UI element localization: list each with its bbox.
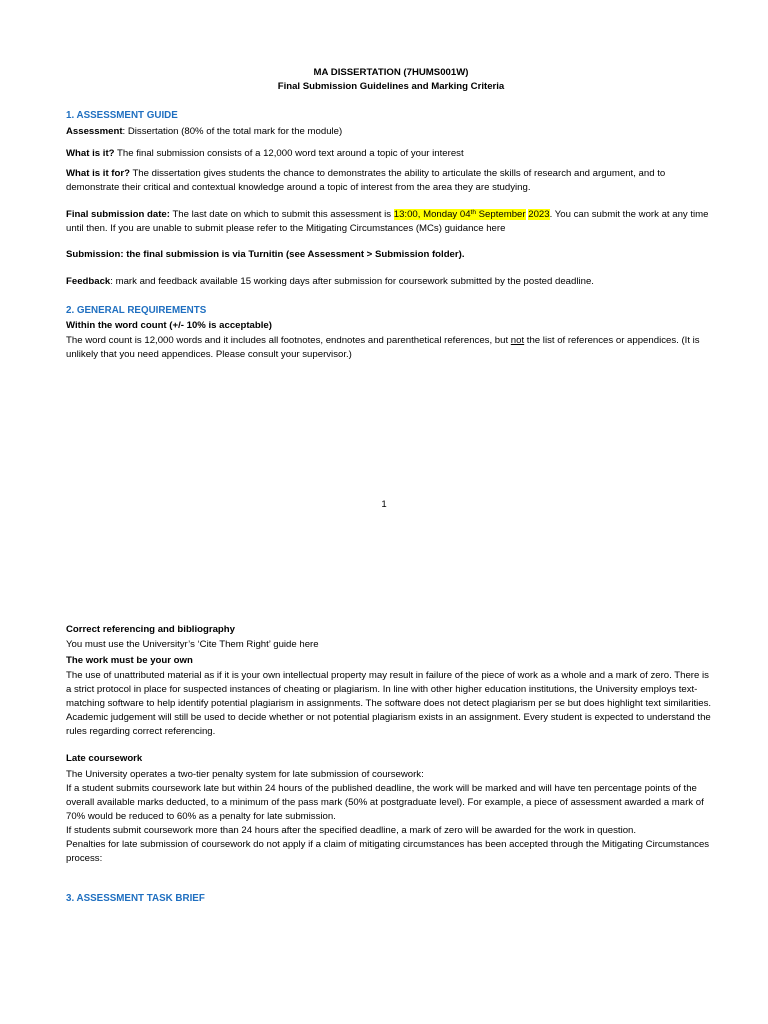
what-label: What is it? [66,148,115,159]
document-title: MA DISSERTATION (7HUMS001W) [313,67,469,78]
date-label: Final submission date: [66,209,170,220]
date-highlight-year: 2023 [528,209,550,220]
submission-date-paragraph [66,208,716,236]
date-highlight-month: September [475,209,526,220]
date-highlight [394,209,526,220]
what-text: The final submission consists of a 12,000 word text around a topic of your interest [114,148,464,159]
own-work-paragraph: The use of unattributed material as if it is your own intellectual property may result in failure of the piece of work as a whole and a mark of zero. There is a strict protocol in place for suspected instances of cheating or plagiarism. In line with other higher education institutions, the University employs text-matching software to help identify potential plagiarism in assignments. The software does not detect plagiarism per se but does highlight text similarities. Academic judgement will still be used to decide whether or not potential plagiarism exists in an assignment. Every student is expected to understand the rules regarding correct referencing. [66,670,712,737]
late-paragraph-2: If a student submits coursework late but within 24 hours of the published deadline, the work will be marked and will have ten percentage points of the overall available marks deducted, to a minimum of the pass mark (50% at postgraduate level). For example, a piece of assessment awarded a mark of 70% would be reduced to 60% as a penalty for late submission. [66,783,704,822]
date-pre: The last date on which to submit this assessment is [169,209,394,220]
wordcount-pre: The word count is 12,000 words and it includes all footnotes, endnotes and parenthetical references, but [66,335,511,346]
page-two [66,623,716,906]
assessment-label: Assessment [66,126,123,137]
feedback-text: : mark and feedback available 15 working days after submission for coursework submitted by the posted deadline. [110,276,594,287]
date-post: . You can submit the work at any time until then. If you are unable to submit please refer to the Mitigating Circumstances (MCs) guidance here [66,209,709,234]
page-number: 1 [381,499,387,510]
referencing-heading: Correct referencing and bibliography [66,624,235,635]
feedback-line [66,275,716,289]
date-ordinal: th [470,209,476,216]
assessment-text: : Dissertation (80% of the total mark for the module) [122,126,343,137]
page-one [66,66,716,94]
section-heading-assessment-task-brief: 3. ASSESSMENT TASK BRIEF [66,893,205,904]
wordcount-paragraph [66,334,716,362]
for-text: The dissertation gives students the chance to demonstrates the ability to articulate the skills of research and argument, and to demonstrate their critical and contextual knowledge around a topic of interest from the area they are studying. [66,168,666,193]
submission-line: Submission: the final submission is via Turnitin (see Assessment > Submission folder). [66,249,465,260]
section-general-requirements [66,304,716,362]
what-for-paragraph [66,167,716,195]
referencing-text: You must use the Universityr’s ‘Cite Them Right’ guide here [66,639,319,650]
section-heading-assessment-guide: 1. ASSESSMENT GUIDE [66,110,178,121]
late-paragraph-3: If students submit coursework more than 24 hours after the specified deadline, a mark of zero will be awarded for the work in question. [66,825,637,836]
late-paragraph-1: The University operates a two-tier penalty system for late submission of coursework: [66,769,424,780]
wordcount-post: the list of references or appendices. (It is unlikely that you need appendices. Please consult your supervisor.) [66,335,700,360]
wordcount-heading: Within the word count (+/- 10% is acceptable) [66,320,272,331]
section-assessment-guide [66,109,716,289]
for-label: What is it for? [66,168,130,179]
document-subtitle: Final Submission Guidelines and Marking Criteria [277,81,505,92]
assessment-line [66,125,716,139]
date-highlight-time: 13:00, Monday 04 [393,209,471,220]
late-paragraph-4: Penalties for late submission of coursework do not apply if a claim of mitigating circumstances has been accepted through the Mitigating Circumstances process: [66,839,710,864]
what-is-it-line [66,147,716,161]
section-heading-general-requirements: 2. GENERAL REQUIREMENTS [66,305,207,316]
own-work-heading: The work must be your own [66,655,193,666]
wordcount-not: not [510,335,525,346]
late-coursework-heading: Late coursework [66,753,143,764]
feedback-label: Feedback [66,276,111,287]
